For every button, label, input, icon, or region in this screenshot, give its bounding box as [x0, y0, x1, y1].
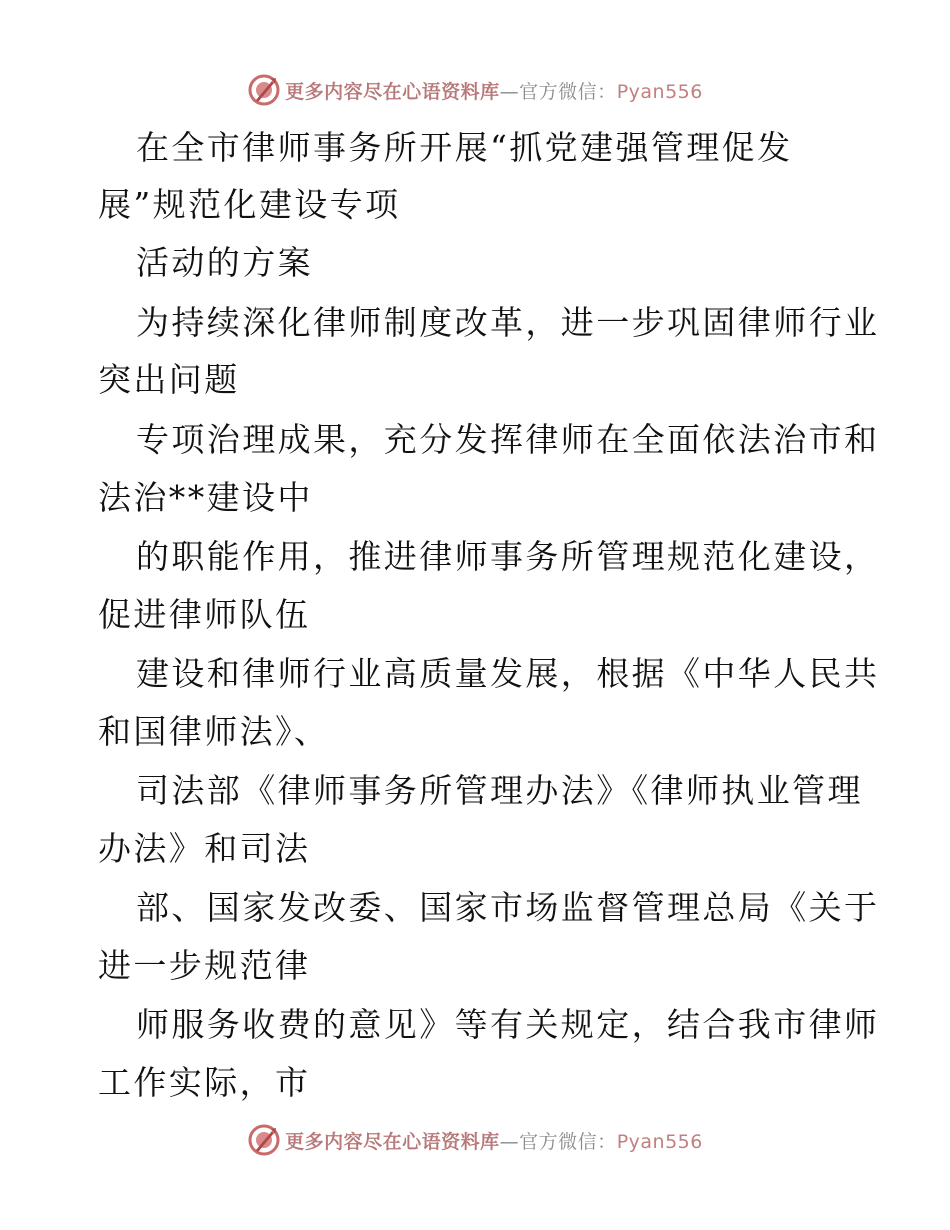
- text-line: 师服务收费的意见》等有关规定，结合我市律师: [136, 1005, 880, 1044]
- text-line: 办法》和司法: [98, 829, 311, 868]
- watermark-sub-text: 官方微信：: [519, 80, 617, 103]
- text-line: 专项治理成果，充分发挥律师在全面依法治市和: [136, 420, 880, 459]
- watermark-wechat-id: Pyan556: [616, 80, 703, 103]
- watermark-dash: —: [499, 80, 520, 103]
- watermark-sub-text: 官方微信：: [519, 1130, 617, 1153]
- text-line: 突出问题: [98, 360, 240, 399]
- footer-watermark: [0, 1120, 950, 1160]
- text-line: 法治**建设中: [98, 478, 313, 517]
- text-line: 展”规范化建设专项: [98, 185, 401, 224]
- pen-nib-logo-icon: [247, 1123, 281, 1157]
- watermark-main-text: 更多内容尽在心语资料库: [285, 1130, 500, 1153]
- watermark-wechat-id: Pyan556: [616, 1130, 703, 1153]
- text-line: 在全市律师事务所开展“抓党建强管理促发: [136, 128, 793, 167]
- pen-nib-logo-icon: [247, 73, 281, 107]
- text-line: 促进律师队伍: [98, 595, 311, 634]
- text-line: 司法部《律师事务所管理办法》《律师执业管理: [136, 771, 863, 810]
- text-line: 和国律师法》、: [98, 712, 330, 751]
- watermark-dash: —: [499, 1130, 520, 1153]
- text-line: 活动的方案: [136, 243, 313, 282]
- text-line: 部、国家发改委、国家市场监督管理总局《关于: [136, 888, 880, 927]
- text-line: 为持续深化律师制度改革，进一步巩固律师行业: [136, 303, 880, 342]
- watermark-main-text: 更多内容尽在心语资料库: [285, 80, 500, 103]
- text-line: 的职能作用，推进律师事务所管理规范化建设，: [136, 537, 880, 576]
- header-watermark: [0, 70, 950, 110]
- text-line: 建设和律师行业高质量发展，根据《中华人民共: [136, 654, 880, 693]
- text-line: 工作实际，市: [98, 1063, 311, 1102]
- text-line: 进一步规范律: [98, 946, 311, 985]
